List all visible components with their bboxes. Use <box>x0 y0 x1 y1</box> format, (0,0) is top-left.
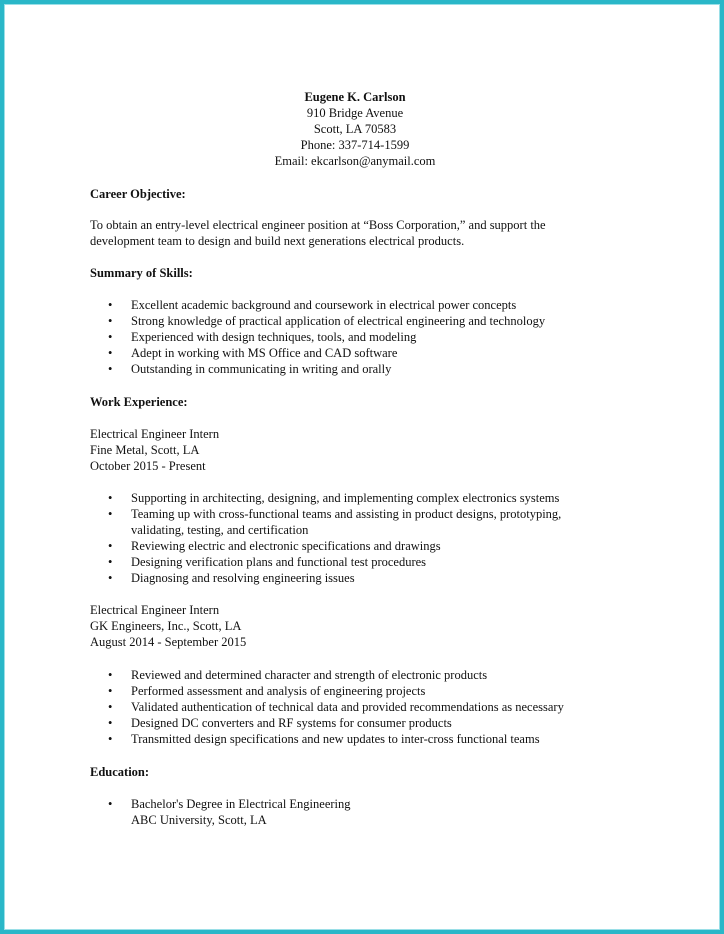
work-experience-heading: Work Experience: <box>90 395 188 409</box>
job-1-dates: October 2015 - Present <box>90 459 206 473</box>
job-1-role: Electrical Engineer Intern <box>90 427 220 441</box>
bullet-icon: • <box>108 555 113 569</box>
bullet-icon: • <box>108 330 113 344</box>
list-item: • Strong knowledge of practical application of electrical engineering and technology <box>108 314 546 328</box>
bullet-icon: • <box>108 346 113 360</box>
skills-heading: Summary of Skills: <box>90 266 193 280</box>
list-item: • Experienced with design techniques, tools, and modeling <box>108 330 417 344</box>
list-item: • Diagnosing and resolving engineering issues <box>108 571 355 585</box>
list-item: • Transmitted design specifications and new updates to inter-cross functional teams <box>108 732 540 746</box>
bullet-icon: • <box>108 684 113 698</box>
career-objective-line-2: development team to design and build next generations electrical products. <box>90 234 465 248</box>
job-2-dates: August 2014 - September 2015 <box>90 635 247 649</box>
career-objective-heading: Career Objective: <box>90 187 186 201</box>
bullet-icon: • <box>108 716 113 730</box>
phone-number: Phone: 337-714-1599 <box>300 138 410 152</box>
education-list <box>90 796 630 828</box>
education-heading: Education: <box>90 765 150 779</box>
bullet-icon: • <box>108 700 113 714</box>
resume-document <box>90 89 630 828</box>
list-item: • Outstanding in communicating in writing and orally <box>108 362 392 376</box>
list-item: • Teaming up with cross-functional teams and assisting in product designs, prototyping, validating, testing, and certification <box>108 507 562 537</box>
bullet-icon: • <box>108 668 113 682</box>
job-2-duties <box>90 667 630 747</box>
bullet-icon: • <box>108 314 113 328</box>
bullet-icon: • <box>108 491 113 505</box>
career-objective-line-1: To obtain an entry-level electrical engineer position at “Boss Corporation,” and support the <box>90 218 546 232</box>
job-1-company: Fine Metal, Scott, LA <box>90 443 200 457</box>
bullet-icon: • <box>108 362 113 376</box>
applicant-name: Eugene K. Carlson <box>304 90 406 104</box>
list-item: • Performed assessment and analysis of engineering projects <box>108 684 426 698</box>
list-item: • Excellent academic background and coursework in electrical power concepts <box>108 298 517 312</box>
list-item: • Adept in working with MS Office and CAD software <box>108 346 398 360</box>
list-item: • Validated authentication of technical data and provided recommendations as necessary <box>108 700 564 714</box>
bullet-icon: • <box>108 298 113 312</box>
resume-header <box>40 89 670 169</box>
bullet-icon: • <box>108 797 113 811</box>
job-2-role: Electrical Engineer Intern <box>90 603 220 617</box>
list-item: • Bachelor's Degree in Electrical Engineering ABC University, Scott, LA <box>108 797 351 827</box>
address-line-2: Scott, LA 70583 <box>313 122 397 136</box>
address-line-1: 910 Bridge Avenue <box>306 106 404 120</box>
skills-list <box>90 297 630 377</box>
email-address: Email: ekcarlson@anymail.com <box>274 154 436 168</box>
list-item: • Supporting in architecting, designing, and implementing complex electronics systems <box>108 491 560 505</box>
bullet-icon: • <box>108 571 113 585</box>
list-item: • Reviewed and determined character and strength of electronic products <box>108 668 488 682</box>
list-item: • Designed DC converters and RF systems for consumer products <box>108 716 452 730</box>
list-item: • Reviewing electric and electronic specifications and drawings <box>108 539 441 553</box>
job-1-duties <box>90 490 630 586</box>
bullet-icon: • <box>108 539 113 553</box>
bullet-icon: • <box>108 507 113 521</box>
job-2-company: GK Engineers, Inc., Scott, LA <box>90 619 242 633</box>
list-item: • Designing verification plans and functional test procedures <box>108 555 427 569</box>
bullet-icon: • <box>108 732 113 746</box>
